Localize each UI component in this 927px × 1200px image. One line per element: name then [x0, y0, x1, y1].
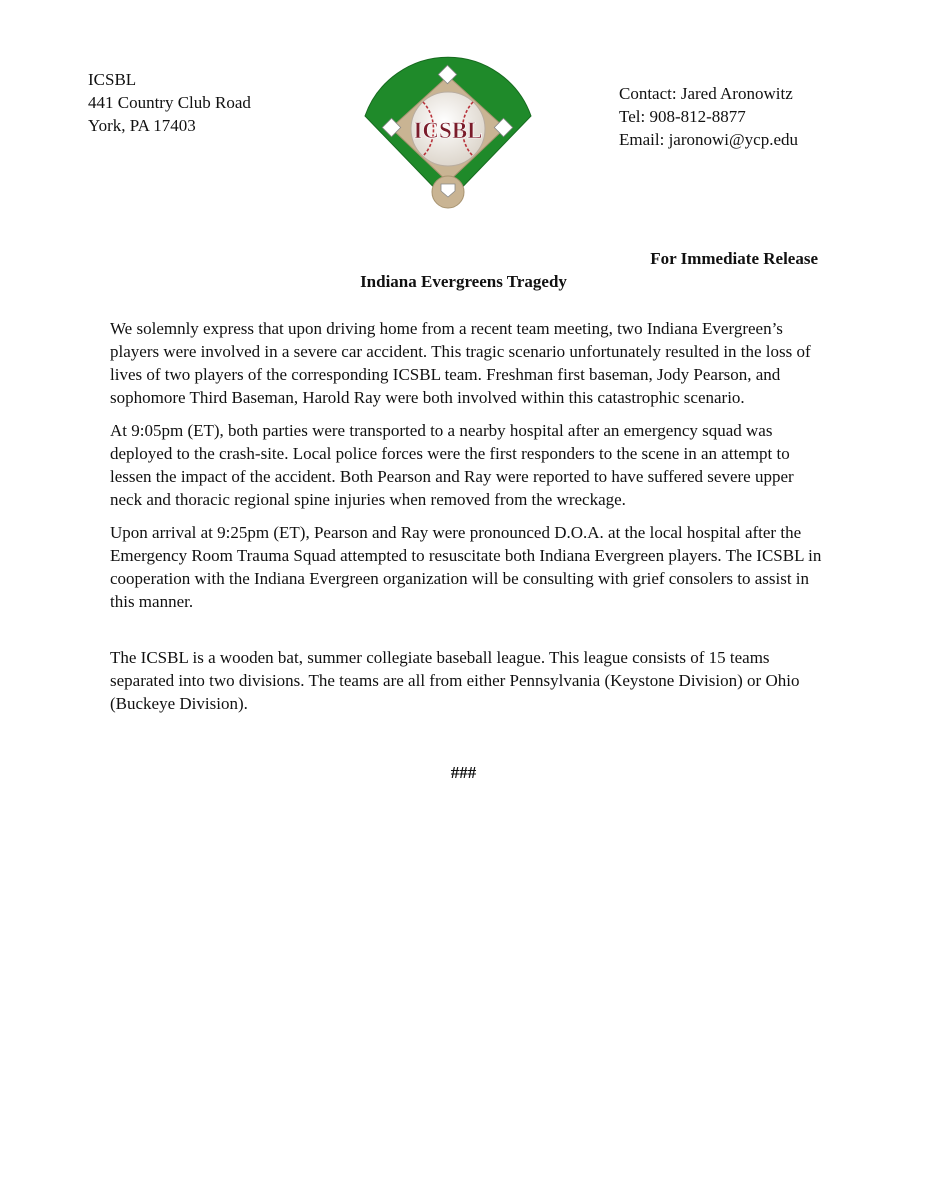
contact-tel: Tel: 908-812-8877	[619, 107, 746, 126]
paragraph-1: We solemnly express that upon driving home from a recent team meeting, two Indiana Evergreen’s players were involved in a severe car accident. This tragic scenario unfortunately resulted in the loss of lives of two players of the corresponding ICSBL team. Freshman first baseman, Jody Pearson, and sophomore Third Baseman, Harold Ray were both involved within this catastrophic scenario.	[110, 319, 811, 407]
about-paragraph: The ICSBL is a wooden bat, summer collegiate baseball league. This league consists of 15 teams separated into two divisions. The teams are all from either Pennsylvania (Keystone Division) or Ohio (Buckeye Division).	[110, 648, 800, 713]
paragraph-3: Upon arrival at 9:25pm (ET), Pearson and Ray were pronounced D.O.A. at the local hospital after the Emergency Room Trauma Squad attempted to resuscitate both Indiana Evergreen players. The ICSBL in cooperation with the Indiana Evergreen organization will be consulting with grief consolers to assist in this manner.	[110, 523, 822, 611]
logo-lettering: ICSBL	[413, 118, 483, 143]
body-text	[110, 317, 822, 725]
contact-email: Email: jaronowi@ycp.edu	[619, 130, 798, 149]
icsbl-logo	[357, 32, 539, 214]
sender-street: 441 Country Club Road	[88, 93, 251, 112]
release-label: For Immediate Release	[650, 249, 818, 268]
headline: Indiana Evergreens Tragedy	[360, 272, 567, 291]
paragraph-2: At 9:05pm (ET), both parties were transported to a nearby hospital after an emergency squad was deployed to the crash-site. Local police forces were the first responders to the scene in an attempt to lessen the impact of the accident. Both Pearson and Ray were reported to have suffered severe upper neck and thoracic regional spine injuries when removed from the wreckage.	[110, 421, 794, 509]
sender-city: York, PA 17403	[88, 116, 196, 135]
contact-name: Contact: Jared Aronowitz	[619, 84, 793, 103]
end-mark: ###	[450, 763, 477, 782]
sender-org: ICSBL	[88, 70, 137, 89]
contact-block	[619, 82, 798, 151]
sender-address-block	[88, 68, 251, 137]
